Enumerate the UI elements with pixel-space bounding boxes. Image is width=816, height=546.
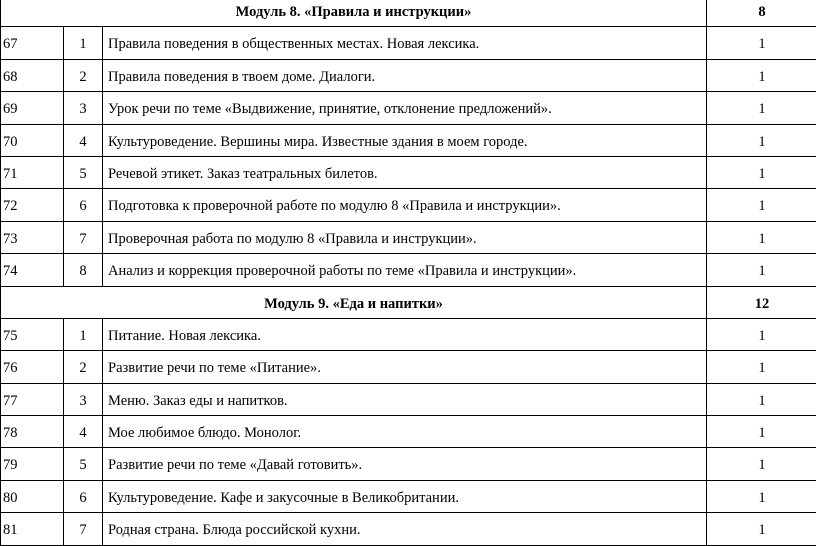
lesson-order-text: 3 bbox=[79, 101, 87, 118]
lesson-order-text: 4 bbox=[79, 425, 87, 442]
lesson-hours-text: 1 bbox=[758, 457, 766, 474]
lesson-topic bbox=[103, 189, 707, 221]
lesson-topic-text: Проверочная работа по модулю 8 «Правила и инструкции». bbox=[108, 230, 477, 247]
lesson-order bbox=[64, 254, 103, 286]
lesson-row bbox=[1, 92, 816, 124]
lesson-order bbox=[64, 383, 103, 415]
lesson-order bbox=[64, 351, 103, 383]
lesson-number-text: 67 bbox=[3, 36, 18, 53]
lesson-topic bbox=[103, 448, 707, 480]
lesson-order-text: 2 bbox=[79, 68, 87, 85]
lesson-topic-text: Развитие речи по теме «Питание». bbox=[108, 360, 321, 377]
lesson-hours-text: 1 bbox=[758, 360, 766, 377]
lesson-number-text: 69 bbox=[3, 101, 18, 118]
module-title bbox=[1, 286, 707, 318]
lesson-number-text: 81 bbox=[3, 522, 18, 539]
lesson-number bbox=[1, 480, 64, 512]
lesson-topic-text: Культуроведение. Вершины мира. Известные здания в моем городе. bbox=[108, 133, 528, 150]
module-hours-text: 8 bbox=[758, 4, 766, 20]
lesson-order-text: 7 bbox=[79, 230, 87, 247]
lesson-number bbox=[1, 59, 64, 91]
lesson-order-text: 8 bbox=[79, 263, 87, 280]
lesson-hours-text: 1 bbox=[758, 263, 766, 280]
module-title-text: Модуль 9. «Еда и напитки» bbox=[264, 295, 443, 312]
lesson-hours-text: 1 bbox=[758, 68, 766, 85]
lesson-hours-text: 1 bbox=[758, 489, 766, 506]
lesson-topic-text: Правила поведения в общественных местах. Новая лексика. bbox=[108, 36, 480, 53]
lesson-topic-text: Мое любимое блюдо. Монолог. bbox=[108, 425, 302, 442]
lesson-number-text: 77 bbox=[3, 392, 18, 409]
lesson-row bbox=[1, 59, 816, 91]
lesson-number-text: 75 bbox=[3, 327, 18, 344]
lesson-order bbox=[64, 156, 103, 188]
lesson-number-text: 72 bbox=[3, 198, 18, 215]
lesson-hours bbox=[707, 189, 816, 221]
lesson-hours bbox=[707, 416, 816, 448]
lesson-number bbox=[1, 416, 64, 448]
lesson-topic bbox=[103, 221, 707, 253]
lesson-hours bbox=[707, 254, 816, 286]
lesson-order-text: 7 bbox=[79, 522, 87, 539]
lesson-order-text: 5 bbox=[79, 165, 87, 182]
lesson-row bbox=[1, 254, 816, 286]
lesson-topic bbox=[103, 416, 707, 448]
lesson-order-text: 2 bbox=[79, 360, 87, 377]
lesson-row bbox=[1, 351, 816, 383]
lesson-hours bbox=[707, 383, 816, 415]
lesson-topic-text: Подготовка к проверочной работе по модулю 8 «Правила и инструкции». bbox=[108, 198, 561, 215]
lesson-number-text: 76 bbox=[3, 360, 18, 377]
lesson-order bbox=[64, 92, 103, 124]
lesson-hours-text: 1 bbox=[758, 36, 766, 53]
lesson-number bbox=[1, 124, 64, 156]
lesson-topic bbox=[103, 156, 707, 188]
lesson-number bbox=[1, 156, 64, 188]
lesson-number bbox=[1, 189, 64, 221]
lesson-hours-text: 1 bbox=[758, 101, 766, 118]
lesson-row bbox=[1, 221, 816, 253]
lesson-hours bbox=[707, 318, 816, 350]
lesson-topic bbox=[103, 59, 707, 91]
lesson-hours bbox=[707, 124, 816, 156]
lesson-hours-text: 1 bbox=[758, 133, 766, 150]
module-title-text: Модуль 8. «Правила и инструкции» bbox=[235, 4, 472, 20]
lesson-number bbox=[1, 513, 64, 545]
lesson-order-text: 1 bbox=[79, 36, 87, 53]
lesson-hours bbox=[707, 156, 816, 188]
lesson-number-text: 73 bbox=[3, 230, 18, 247]
lesson-topic bbox=[103, 92, 707, 124]
lesson-order bbox=[64, 318, 103, 350]
lesson-topic bbox=[103, 124, 707, 156]
lesson-hours bbox=[707, 513, 816, 545]
lesson-topic bbox=[103, 254, 707, 286]
lesson-hours bbox=[707, 448, 816, 480]
lesson-order bbox=[64, 59, 103, 91]
lesson-row bbox=[1, 124, 816, 156]
lesson-hours-text: 1 bbox=[758, 198, 766, 215]
lesson-plan-body bbox=[1, 0, 816, 545]
lesson-order bbox=[64, 27, 103, 59]
lesson-number bbox=[1, 27, 64, 59]
lesson-topic-text: Речевой этикет. Заказ театральных билетов. bbox=[108, 165, 378, 182]
lesson-order bbox=[64, 221, 103, 253]
lesson-order bbox=[64, 480, 103, 512]
lesson-number bbox=[1, 448, 64, 480]
lesson-order-text: 1 bbox=[79, 327, 87, 344]
lesson-topic-text: Меню. Заказ еды и напитков. bbox=[108, 392, 288, 409]
lesson-number bbox=[1, 318, 64, 350]
module-header-row bbox=[1, 0, 816, 27]
module-hours bbox=[707, 286, 816, 318]
lesson-number bbox=[1, 221, 64, 253]
module-hours-text: 12 bbox=[754, 295, 770, 312]
lesson-hours bbox=[707, 480, 816, 512]
lesson-order bbox=[64, 416, 103, 448]
module-title bbox=[1, 0, 707, 27]
lesson-topic bbox=[103, 383, 707, 415]
lesson-row bbox=[1, 318, 816, 350]
lesson-topic-text: Урок речи по теме «Выдвижение, принятие, отклонение предложений». bbox=[108, 101, 552, 118]
lesson-hours-text: 1 bbox=[758, 425, 766, 442]
lesson-hours bbox=[707, 59, 816, 91]
lesson-number-text: 79 bbox=[3, 457, 18, 474]
lesson-order-text: 6 bbox=[79, 198, 87, 215]
lesson-number-text: 68 bbox=[3, 68, 18, 85]
lesson-number-text: 71 bbox=[3, 165, 18, 182]
lesson-topic-text: Родная страна. Блюда российской кухни. bbox=[108, 522, 361, 539]
lesson-row bbox=[1, 383, 816, 415]
lesson-topic bbox=[103, 513, 707, 545]
lesson-row bbox=[1, 448, 816, 480]
lesson-order-text: 6 bbox=[79, 489, 87, 506]
lesson-row bbox=[1, 480, 816, 512]
lesson-row bbox=[1, 416, 816, 448]
lesson-order-text: 3 bbox=[79, 392, 87, 409]
lesson-topic-text: Культуроведение. Кафе и закусочные в Великобритании. bbox=[108, 489, 459, 506]
lesson-topic-text: Развитие речи по теме «Давай готовить». bbox=[108, 457, 363, 474]
lesson-hours-text: 1 bbox=[758, 327, 766, 344]
lesson-hours bbox=[707, 221, 816, 253]
lesson-hours bbox=[707, 92, 816, 124]
lesson-topic-text: Правила поведения в твоем доме. Диалоги. bbox=[108, 68, 376, 85]
lesson-number bbox=[1, 254, 64, 286]
lesson-order bbox=[64, 189, 103, 221]
module-hours bbox=[707, 0, 816, 27]
lesson-hours bbox=[707, 27, 816, 59]
lesson-number-text: 80 bbox=[3, 489, 18, 506]
lesson-order-text: 4 bbox=[79, 133, 87, 150]
lesson-topic bbox=[103, 480, 707, 512]
lesson-hours-text: 1 bbox=[758, 392, 766, 409]
lesson-topic-text: Питание. Новая лексика. bbox=[108, 327, 261, 344]
lesson-row bbox=[1, 513, 816, 545]
lesson-row bbox=[1, 189, 816, 221]
lesson-number bbox=[1, 92, 64, 124]
lesson-hours-text: 1 bbox=[758, 165, 766, 182]
lesson-topic-text: Анализ и коррекция проверочной работы по теме «Правила и инструкции». bbox=[108, 263, 577, 280]
lesson-topic bbox=[103, 27, 707, 59]
lesson-number bbox=[1, 351, 64, 383]
lesson-number-text: 70 bbox=[3, 133, 18, 150]
lesson-topic bbox=[103, 318, 707, 350]
lesson-row bbox=[1, 156, 816, 188]
lesson-hours-text: 1 bbox=[758, 522, 766, 539]
lesson-hours bbox=[707, 351, 816, 383]
lesson-order-text: 5 bbox=[79, 457, 87, 474]
module-header-row bbox=[1, 286, 816, 318]
lesson-order bbox=[64, 448, 103, 480]
lesson-hours-text: 1 bbox=[758, 230, 766, 247]
lesson-topic bbox=[103, 351, 707, 383]
lesson-row bbox=[1, 27, 816, 59]
lesson-order bbox=[64, 513, 103, 545]
lesson-number-text: 78 bbox=[3, 425, 18, 442]
lesson-number-text: 74 bbox=[3, 263, 18, 280]
lesson-number bbox=[1, 383, 64, 415]
lesson-order bbox=[64, 124, 103, 156]
